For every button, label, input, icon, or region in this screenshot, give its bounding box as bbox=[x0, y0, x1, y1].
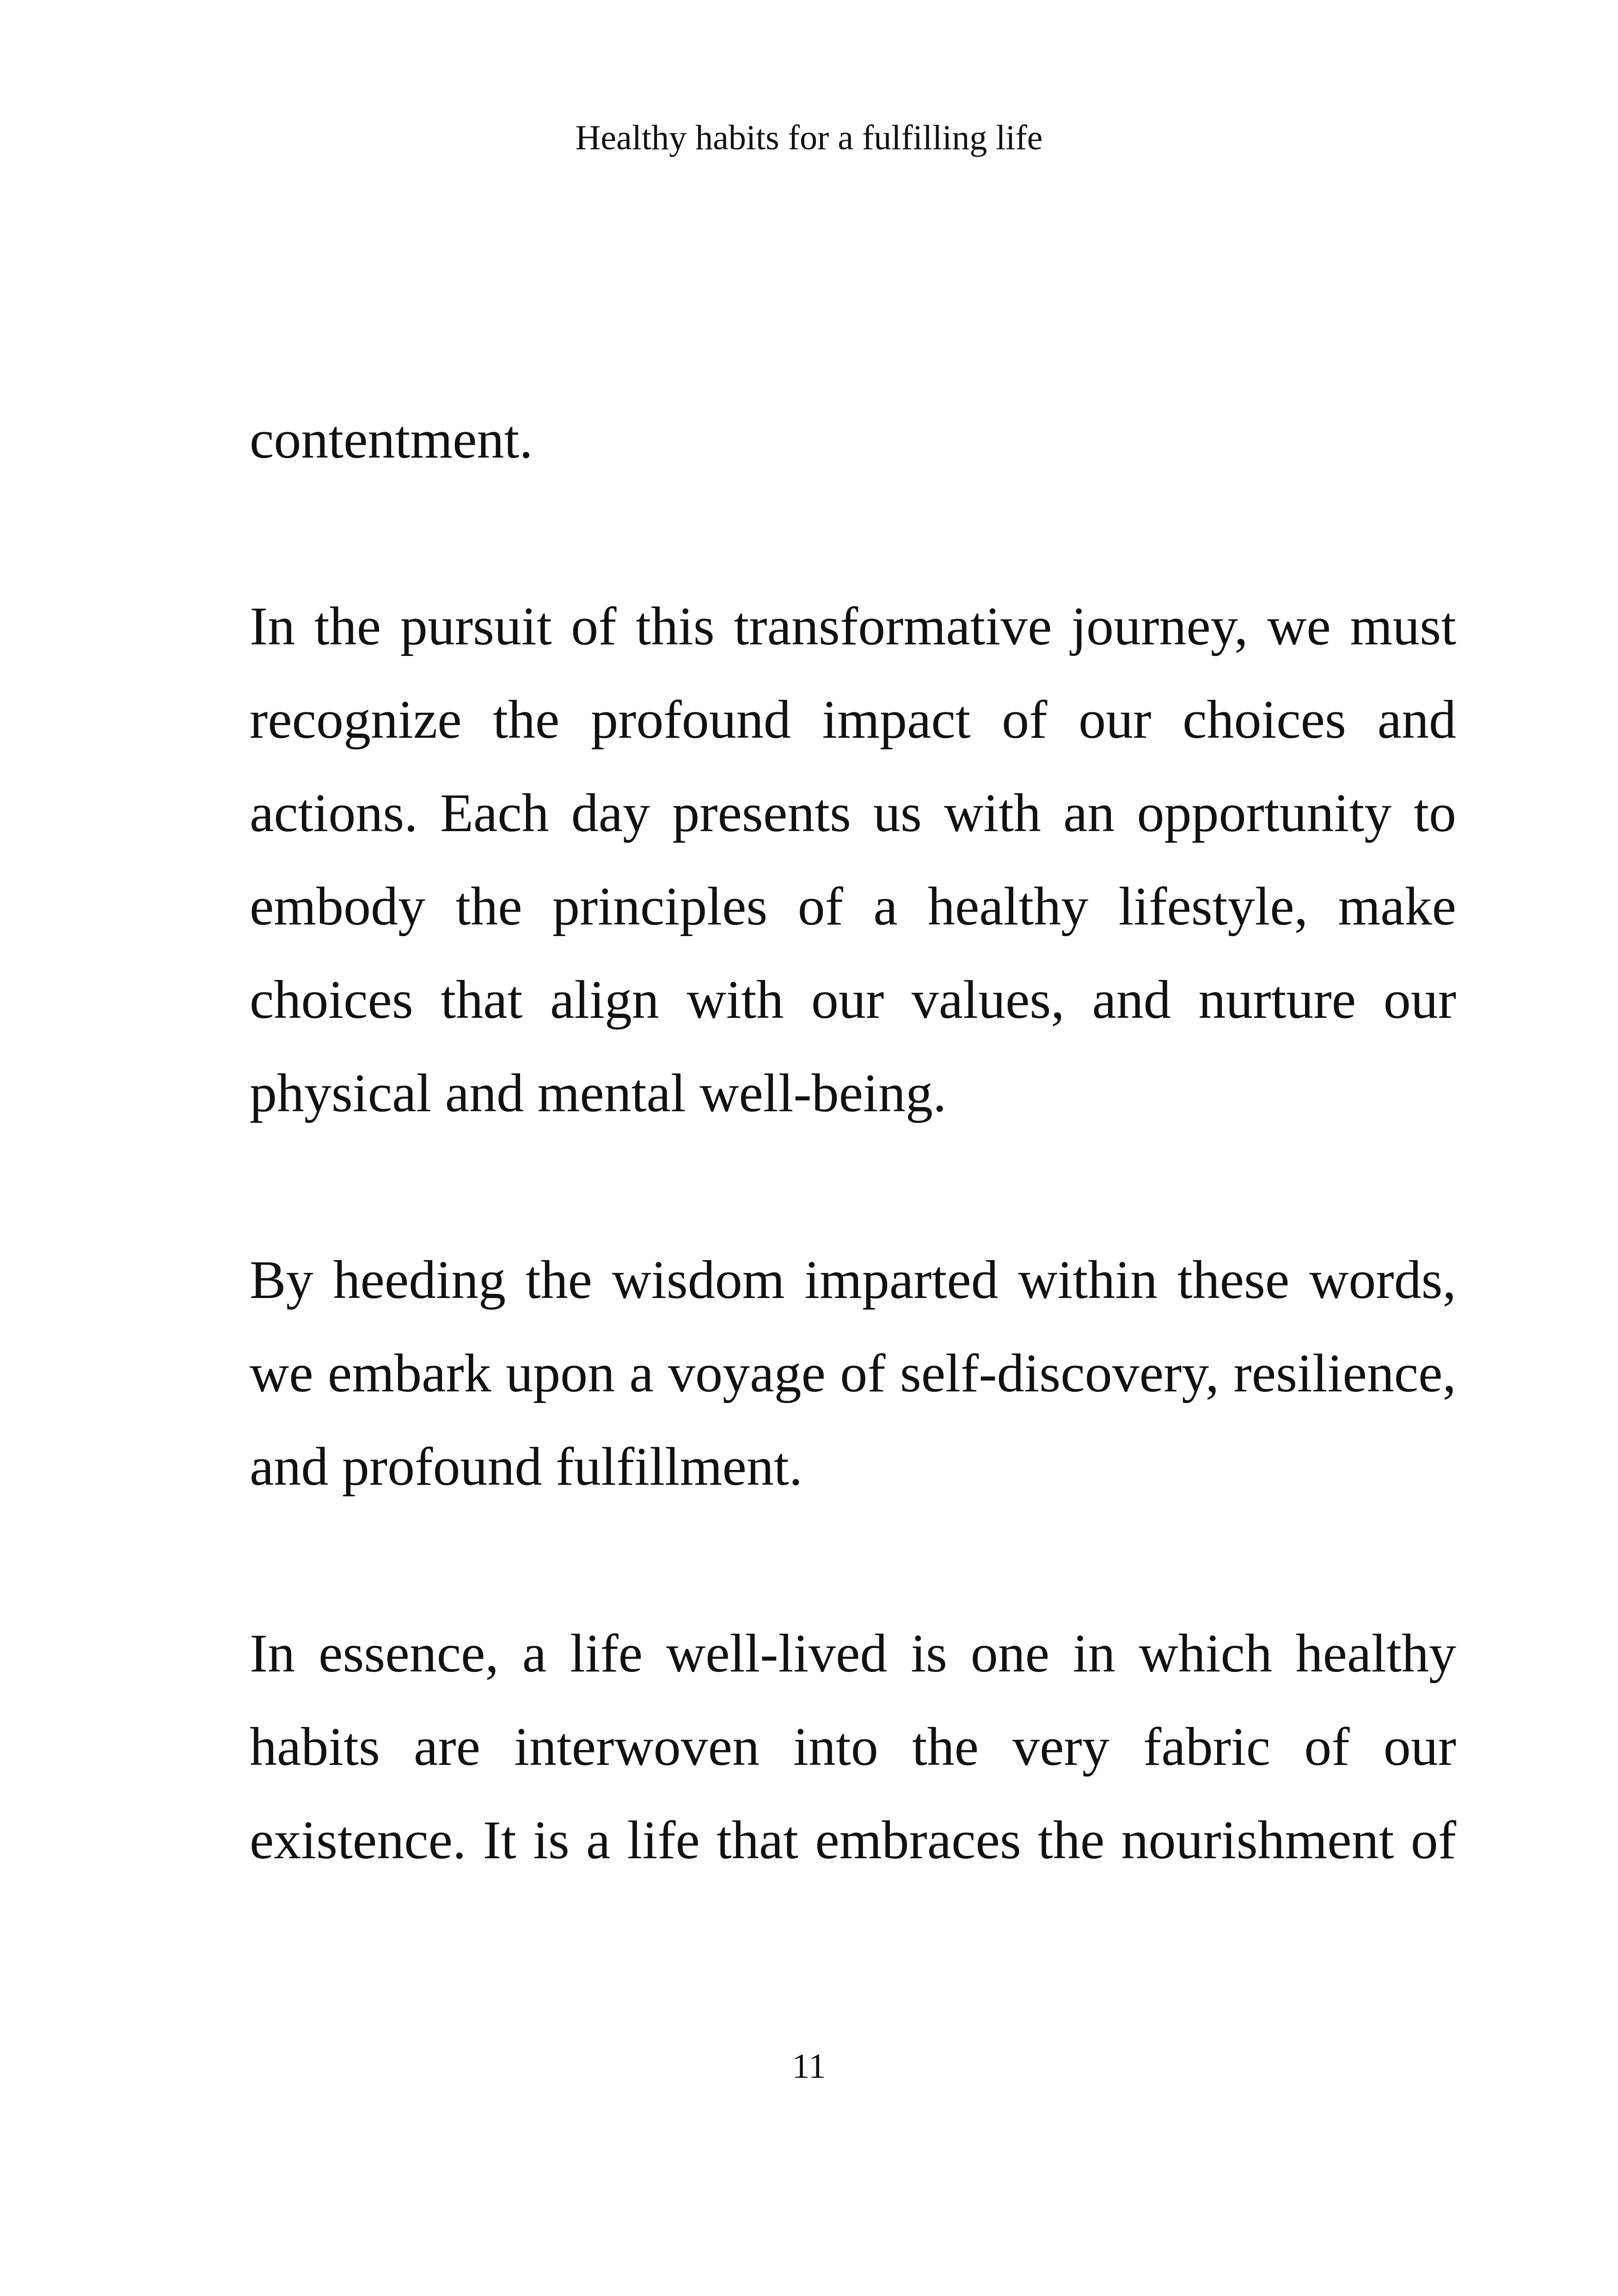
paragraph-choices-and-actions: In the pursuit of this transformative journey, we must recognize the profound impact of our choices and actions. Each day presents us with an opportunity to embody the principles of a healthy lifestyle, make choices that align with our values, and nurture our physical and mental well-being. bbox=[250, 596, 1456, 1123]
running-header: Healthy habits for a fulfilling life bbox=[575, 118, 1043, 157]
page-number: 11 bbox=[792, 2047, 826, 2086]
page-body bbox=[250, 393, 1456, 1887]
paragraph-life-well-lived: In essence, a life well-lived is one in which healthy habits are interwoven into the very fabric of our existence. It is a life that embraces the nourishment of bbox=[250, 1623, 1456, 1870]
paragraph-heeding-wisdom: By heeding the wisdom imparted within these words, we embark upon a voyage of self-discovery, resilience, and profound fulfillment. bbox=[250, 1249, 1456, 1497]
paragraph-continuation: contentment. bbox=[250, 409, 533, 470]
